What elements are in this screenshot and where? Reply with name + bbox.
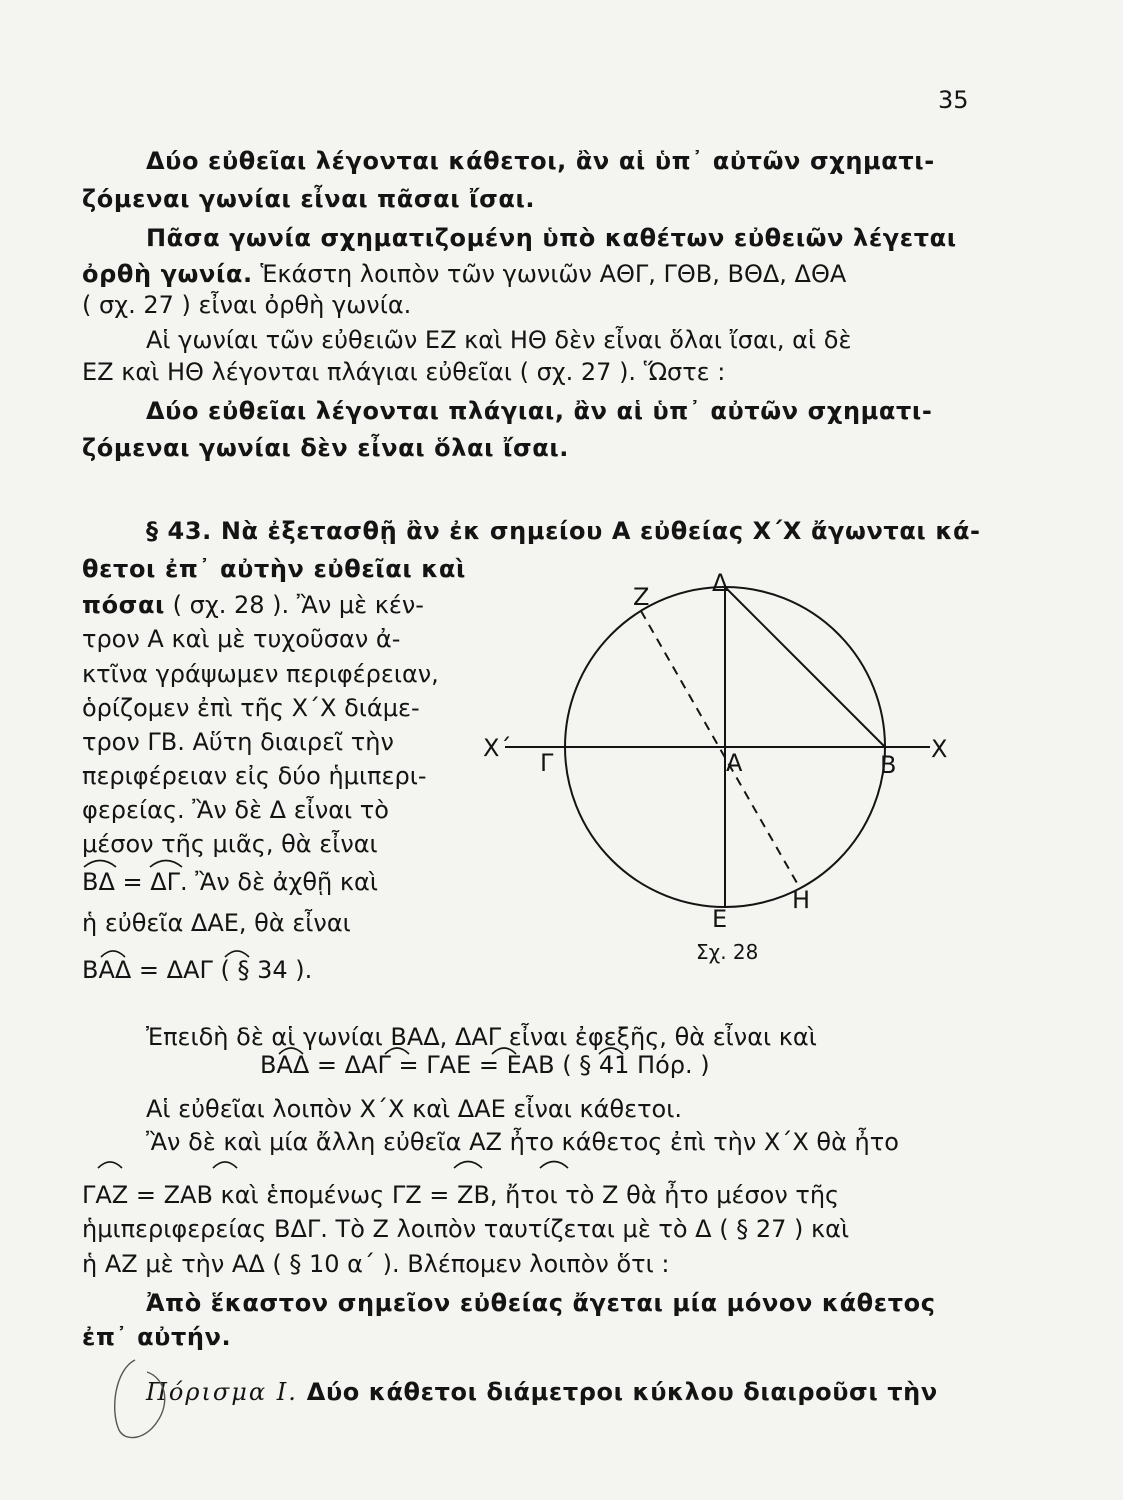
theorem-line-1: Ἀπὸ ἕκαστον σημεῖον εὐθείας ἄγεται μία μόνον κάθετος (146, 1289, 936, 1317)
section-43-heading-line-1: § 43. Νὰ ἐξετασθῇ ἂν ἐκ σημείου Α εὐθείας Χ΄Χ ἄγωνται κά- (146, 517, 981, 545)
angle-mark-eq-eab (599, 1048, 623, 1054)
arc-mark-bd (84, 861, 116, 868)
figure-28-label-xprime: Χ΄ (483, 734, 512, 762)
angle-mark-eq-dag (385, 1048, 409, 1054)
section-43-body-line-5: τρον ΓΒ. Αὕτη διαιρεῖ τὴν (82, 728, 394, 756)
figure-28-label-z: Ζ (633, 583, 650, 611)
oblique-text-line-1: Αἱ γωνίαι τῶν εὐθειῶν ΕΖ καὶ ΗΘ δὲν εἶναι ὅλαι ἴσαι, αἱ δὲ (146, 326, 852, 354)
uniqueness-argument-line-1: Ἂν δὲ καὶ μία ἄλλη εὐθεῖα ΑΖ ἦτο κάθετος ἐπὶ τὴν Χ΄Χ θὰ ἦτο (146, 1128, 899, 1156)
angle-mark-bad (101, 951, 125, 957)
definition-oblique-line-1: Δύο εὐθεῖαι λέγονται πλάγιαι, ἂν αἱ ὑπ᾽ αὐτῶν σχηματι- (146, 397, 933, 425)
uniqueness-argument-line-4: ἡ ΑΖ μὲ τὴν ΑΔ ( § 10 α΄ ). Βλέπομεν λοιπὸν ὅτι : (82, 1250, 670, 1278)
section-43-body-line-6: περιφέρειαν εἰς δύο ἡμιπερι- (82, 762, 427, 790)
figure-28-label-x: Χ (931, 735, 948, 763)
arc-mark-dg (150, 861, 182, 868)
section-43-heading-end: πόσαι (82, 591, 166, 619)
angle-mark-eq-gae (492, 1048, 516, 1054)
definition-oblique-line-2: ζόμεναι γωνίαι δὲν εἶναι ὅλαι ἴσαι. (82, 434, 570, 462)
figure-28-label-b: Β (880, 751, 897, 779)
figure-28-label-h: Η (792, 886, 811, 914)
section-43-body-line-3: κτῖνα γράψωμεν περιφέρειαν, (82, 660, 439, 688)
figure-28-label-e: Ε (712, 905, 728, 933)
right-angle-text: Ἑκάστη λοιπὸν τῶν γωνιῶν ΑΘΓ, ΓΘΒ, ΒΘΔ, ΔΘΑ (252, 260, 847, 288)
section-43-body-line-11: ΒΑΔ = ΔΑΓ ( § 34 ). (82, 956, 313, 984)
section-43-body-line-9: ΒΔ = ΔΓ. Ἂν δὲ ἀχθῇ καὶ (82, 868, 378, 896)
angle-mark-zab (213, 1162, 237, 1168)
section-43-body-line-10: ἡ εὐθεῖα ΔΑΕ, θὰ εἶναι (82, 909, 351, 937)
angle-mark-eq-bad (279, 1048, 303, 1054)
corollary-label: Πόρισμα Ι. (146, 1378, 298, 1406)
section-43-body-start: ( σχ. 28 ). Ἂν μὲ κέν- (165, 591, 424, 619)
uniqueness-argument-line-2: ΓΑΖ = ΖΑΒ καὶ ἑπομένως ΓΖ = ΖΒ, ἤτοι τὸ Ζ θὰ ἦτο μέσον τῆς (82, 1181, 840, 1209)
right-angle-definition-line-1: Πᾶσα γωνία σχηματιζομένη ὑπὸ καθέτων εὐθειῶν λέγεται (146, 224, 957, 252)
angles-equation: ΒΑΔ = ΔΑΓ = ΓΑΕ = ΕΑΒ ( § 41 Πόρ. ) (260, 1051, 710, 1079)
section-43-body-line-4: ὁρίζομεν ἐπὶ τῆς Χ΄Χ διάμε- (82, 694, 420, 722)
figure-28-caption: Σχ. 28 (696, 940, 759, 964)
figure-28-label-g: Γ (540, 749, 554, 777)
corollary-text: Δύο κάθετοι διάμετροι κύκλου διαιροῦσι τὴν (297, 1378, 938, 1406)
figure-28-label-d: Δ (712, 569, 729, 597)
arc-mark-zb (540, 1162, 568, 1169)
figure-28-label-a: Α (726, 749, 743, 777)
right-angle-term: ὀρθὴ γωνία. (82, 260, 253, 288)
uniqueness-argument-line-3: ἡμιπεριφερείας ΒΔΓ. Τὸ Ζ λοιπὸν ταυτίζεται μὲ τὸ Δ ( § 27 ) καὶ (82, 1215, 850, 1243)
perpendicular-conclusion-line: Αἱ εὐθεῖαι λοιπὸν Χ΄Χ καὶ ΔΑΕ εἶναι κάθετοι. (146, 1095, 682, 1123)
theorem-line-2: ἐπ᾽ αὐτήν. (82, 1323, 232, 1351)
pencil-annotation-mark (105, 1350, 185, 1450)
page-number: 35 (938, 86, 969, 114)
angle-mark-gaz (98, 1162, 122, 1168)
section-43-body-line-7: φερείας. Ἂν δὲ Δ εἶναι τὸ (82, 796, 389, 824)
oblique-text-line-2: ΕΖ καὶ ΗΘ λέγονται πλάγιαι εὐθεῖαι ( σχ. 27 ). Ὥστε : (82, 358, 726, 386)
section-43-body-line-8: μέσον τῆς μιᾶς, θὰ εἶναι (82, 830, 378, 858)
adjacent-angles-line: Ἐπειδὴ δὲ αἱ γωνίαι ΒΑΔ, ΔΑΓ εἶναι ἐφεξῆς, θὰ εἶναι καὶ (146, 1023, 817, 1051)
arc-mark-gz (454, 1162, 482, 1169)
section-43-body-line-2: τρον Α καὶ μὲ τυχοῦσαν ἀ- (82, 625, 401, 653)
definition-perpendicular-line-2: ζόμεναι γωνίαι εἶναι πᾶσαι ἴσαι. (82, 185, 536, 213)
definition-perpendicular-line-1: Δύο εὐθεῖαι λέγονται κάθετοι, ἂν αἱ ὑπ᾽ αὐτῶν σχηματι- (146, 147, 935, 175)
section-43-heading-line-2: θετοι ἐπ᾽ αὐτὴν εὐθεῖαι καὶ (82, 555, 466, 583)
right-angle-definition-line-3: ( σχ. 27 ) εἶναι ὀρθὴ γωνία. (82, 291, 412, 319)
angle-mark-dag (225, 951, 249, 957)
